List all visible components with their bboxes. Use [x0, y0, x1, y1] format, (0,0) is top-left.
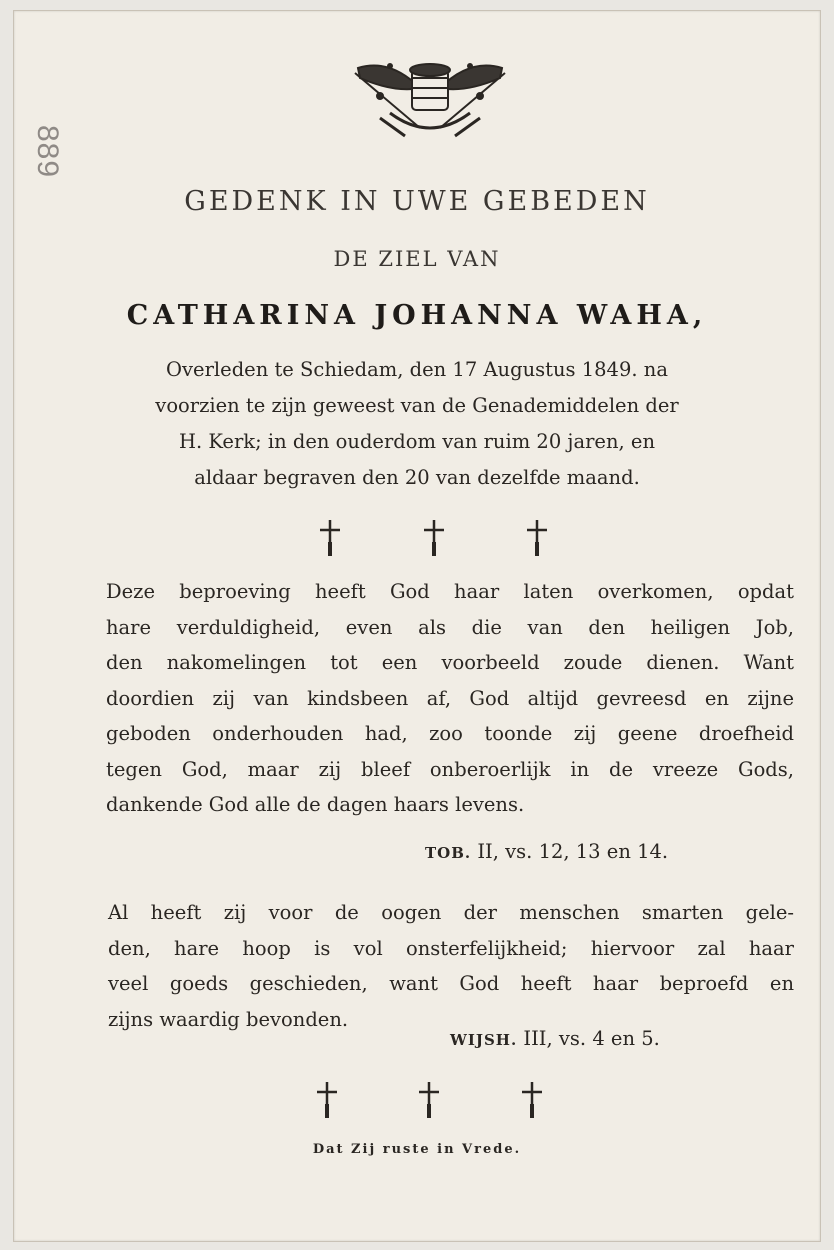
passage-line: den, hare hoop is vol onsterfelijkheid; hiervoor zal haar: [108, 936, 794, 960]
reference-verses: III, vs. 4 en 5.: [523, 1027, 660, 1050]
passage-wisdom: [108, 895, 794, 1037]
cross-icon: [315, 1080, 339, 1120]
passage-line: veel goeds geschieden, want God heeft haar beproefd en: [108, 972, 794, 995]
passage-line: Deze beproeving heeft God haar laten overkomen, opdat: [106, 580, 794, 603]
passage-line: tegen God, maar zij bleef onberoerlijk in de vreeze Gods,: [106, 757, 794, 781]
passage-line: zijns waardig bevonden.: [108, 1007, 349, 1031]
archive-number-mark: 889: [31, 125, 64, 179]
passage-line: geboden onderhouden had, zoo toonde zij geene droefheid: [106, 722, 794, 745]
reference-tobit: [425, 840, 668, 863]
cross-icon: [525, 518, 549, 558]
reference-book: WIJSH.: [450, 1031, 518, 1049]
reference-wisdom: [450, 1027, 660, 1050]
closing-blessing: Dat Zij ruste in Vrede.: [312, 1142, 522, 1157]
cross-icon: [422, 518, 446, 558]
heading-soul-of: DE ZIEL VAN: [333, 247, 501, 271]
reference-book: TOB.: [425, 844, 472, 862]
passage-line: den nakomelingen tot een voorbeeld zoude dienen. Want: [106, 651, 794, 674]
notice-line-3: H. Kerk; in den ouderdom van ruim 20 jaren, en: [178, 430, 656, 453]
funeral-emblem-icon: [350, 58, 510, 144]
reference-verses: II, vs. 12, 13 en 14.: [477, 840, 669, 863]
passage-line: hare verduldigheid, even als die van den heiligen Job,: [106, 615, 794, 639]
notice-line-4: aldaar begraven den 20 van dezelfde maand.: [194, 466, 640, 489]
cross-icon: [520, 1080, 544, 1120]
deceased-name: CATHARINA JOHANNA WAHA,: [126, 300, 708, 331]
passage-line: Al heeft zij voor de oogen der menschen smarten gele-: [108, 901, 794, 924]
passage-line: doordien zij van kindsbeen af, God altijd gevreesd en zijne: [106, 686, 794, 710]
passage-line: dankende God alle de dagen haars levens.: [106, 793, 525, 816]
cross-icon: [417, 1080, 441, 1120]
notice-line-1: Overleden te Schiedam, den 17 Augustus 1849. na: [166, 358, 668, 381]
cross-icon: [318, 518, 342, 558]
heading-remember: GEDENK IN UWE GEBEDEN: [184, 186, 650, 217]
notice-line-2: voorzien te zijn geweest van de Genademiddelen der: [155, 394, 679, 417]
passage-tobit: [106, 574, 794, 823]
